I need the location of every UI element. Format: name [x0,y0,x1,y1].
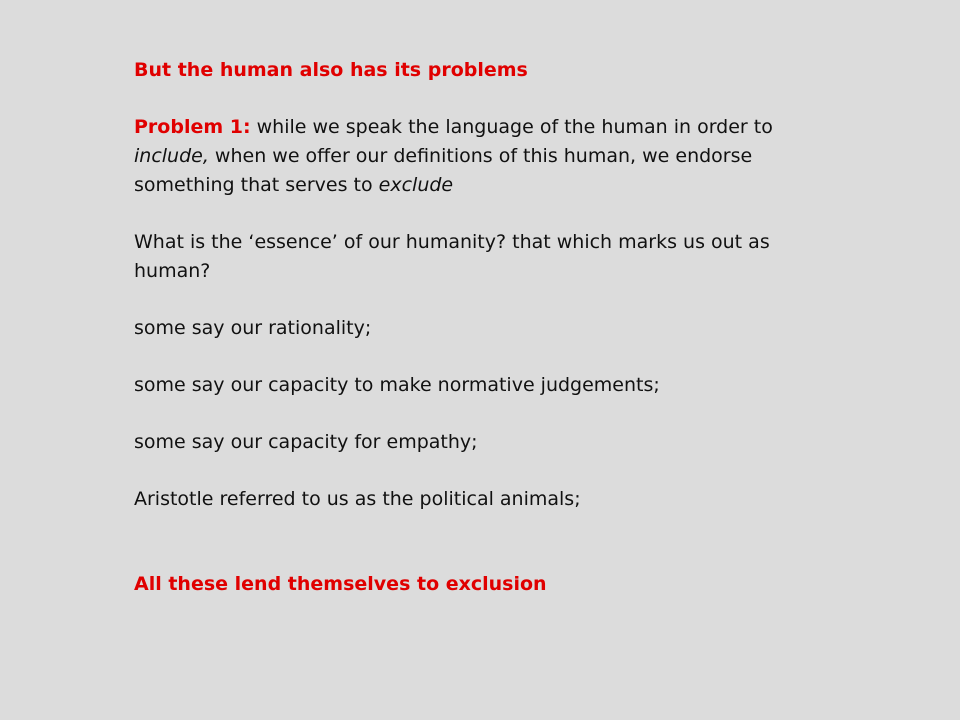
spacer [134,286,834,314]
list-item: some say our rationality; [134,317,372,339]
list-item: some say our capacity for empathy; [134,431,478,453]
slide-heading: But the human also has its problems [134,59,528,81]
spacer [134,343,834,371]
spacer [134,457,834,485]
spacer [134,85,834,113]
conclusion: All these lend themselves to exclusion [134,573,547,595]
problem-italic-exclude: exclude [378,174,454,196]
spacer [134,200,834,228]
problem-label: Problem 1: [134,116,251,138]
list-item: Aristotle referred to us as the political animals; [134,488,581,510]
slide-content [134,56,834,599]
spacer [134,514,834,570]
problem-text-part-1: while we speak the language of the human in order to [250,116,773,138]
list-item: some say our capacity to make normative judgements; [134,374,660,396]
problem-text-part-2: when we offer our definitions of this human, we endorse something that serves to [134,145,753,196]
essence-question: What is the ‘essence’ of our humanity? that which marks us out as human? [134,231,770,282]
spacer [134,400,834,428]
problem-italic-include: include, [134,145,209,167]
problem-paragraph [134,113,834,200]
